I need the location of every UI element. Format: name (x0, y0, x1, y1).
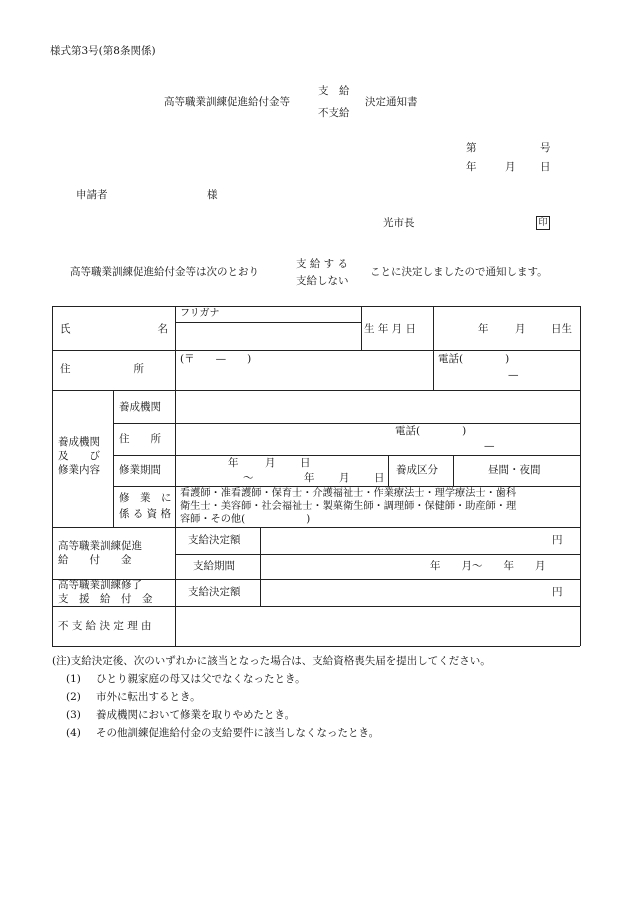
period-start-year: 年 (228, 457, 239, 469)
date-year: 年 (466, 161, 477, 173)
address-label: 住 所 (60, 363, 144, 375)
phone-dash: — (508, 369, 519, 381)
rejection-reason-label: 不 支 給 決 定 理 由 (58, 620, 152, 632)
period-start-day: 日 (300, 457, 311, 469)
pay-period-value: 年 月～ 年 月 (430, 560, 546, 572)
institution-group-label-3: 修業内容 (58, 464, 100, 476)
furigana-label: フリガナ (180, 308, 220, 319)
body-text-post: ことに決定しましたので通知します。 (370, 266, 548, 278)
qualification-label-1: 修 業 に (119, 492, 172, 504)
body-option-nopay: 支給しない (296, 275, 349, 287)
note-item-number: (2) (66, 691, 81, 703)
period-end-month: 月 (339, 472, 350, 484)
phone-label: 電話( ) (438, 353, 510, 365)
seal-mark: 印 (536, 216, 550, 230)
benefit1-label-1: 高等職業訓練促進 (58, 540, 142, 552)
doc-number-dai: 第 (466, 142, 477, 154)
benefit2-amount-label: 支給決定額 (188, 586, 241, 598)
course-type-label: 養成区分 (396, 464, 438, 476)
birth-year: 年 (478, 323, 489, 335)
birth-month: 月 (515, 323, 526, 335)
applicant-sama: 様 (207, 189, 218, 201)
institution-address-label: 住 所 (119, 433, 161, 445)
birth-label: 生 年 月 日 (364, 323, 417, 335)
name-label: 氏 名 (60, 323, 168, 335)
date-month: 月 (505, 161, 516, 173)
benefit1-yen: 円 (552, 534, 563, 546)
note-item-number: (3) (66, 709, 81, 721)
notes-heading: (注)支給決定後、次のいずれかに該当となった場合は、支給資格喪失届を提出してください。 (52, 655, 491, 667)
institution-name-label: 養成機関 (119, 401, 161, 413)
period-start-month: 月 (265, 457, 276, 469)
body-text-pre: 高等職業訓練促進給付金等は次のとおり (70, 266, 259, 278)
doc-number-go: 号 (540, 142, 551, 154)
course-type-values: 昼間・夜間 (488, 464, 541, 476)
qualification-line-1: 看護師・准看護師・保育士・介護福祉士・作業療法士・理学療法士・歯科 (180, 488, 517, 499)
note-item-number: (1) (66, 673, 81, 685)
institution-phone-dash: — (484, 440, 495, 452)
pay-period-label: 支給期間 (193, 560, 235, 572)
title-main: 高等職業訓練促進給付金等 (164, 96, 290, 108)
title-option-nopay: 不支給 (318, 107, 350, 119)
qualification-line-2: 衛生士・美容師・社会福祉士・製菓衛生師・調理師・保健師・助産師・理 (180, 501, 517, 512)
body-option-pay: 支 給 す る (296, 258, 349, 270)
period-tilde: ～ (243, 472, 254, 484)
benefit2-label-2: 支 援 給 付 金 (58, 593, 153, 605)
benefit1-label-2: 給 付 金 (58, 554, 132, 566)
title-end: 決定通知書 (365, 96, 418, 108)
note-item-text: 養成機関において修業を取りやめたとき。 (96, 709, 296, 721)
birth-day: 日生 (551, 323, 572, 335)
institution-group-label-1: 養成機関 (58, 436, 100, 448)
date-day: 日 (540, 161, 551, 173)
benefit2-yen: 円 (552, 586, 563, 598)
institution-phone-label: 電話( ) (395, 425, 467, 437)
applicant-label: 申請者 (76, 189, 108, 201)
note-item-text: ひとり親家庭の母又は父でなくなったとき。 (96, 673, 306, 685)
note-item-text: 市外に転出するとき。 (96, 691, 201, 703)
benefit1-amount-label: 支給決定額 (188, 534, 241, 546)
period-end-day: 日 (374, 472, 385, 484)
institution-group-label-2: 及 び (58, 450, 100, 462)
postal-code: (〒 — ) (180, 353, 252, 365)
note-item-text: その他訓練促進給付金の支給要件に該当しなくなったとき。 (96, 727, 380, 739)
note-item-number: (4) (66, 727, 81, 739)
form-number: 様式第3号(第8条関係) (50, 45, 156, 57)
mayor-title: 光市長 (383, 217, 415, 229)
period-label: 修業期間 (119, 464, 161, 476)
qualification-label-2: 係 る 資 格 (119, 508, 172, 520)
title-option-pay: 支 給 (318, 85, 350, 97)
benefit2-label-1: 高等職業訓練修了 (58, 579, 142, 591)
qualification-line-3: 容師・その他( ) (180, 514, 311, 525)
period-end-year: 年 (304, 472, 315, 484)
